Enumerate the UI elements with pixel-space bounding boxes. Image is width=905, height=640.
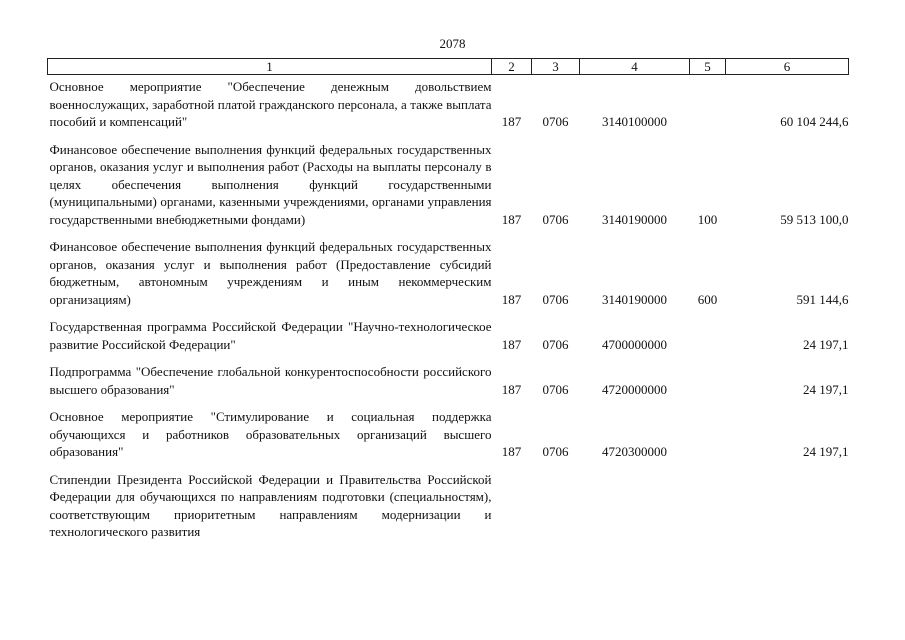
row-name: Финансовое обеспечение выполнения функций федеральных государственных органов, оказания услуг и выполнения работ (Расходы на выплаты персоналу в целях обеспечения выполнения функций государственными (муниципальными) органами, казенными учреждениями, органами управления государственными внебюджетными фондами) xyxy=(49,141,492,227)
header-col-6: 6 xyxy=(726,59,849,75)
row-amount: 59 513 100,0 xyxy=(780,211,849,227)
row-code-expense-type xyxy=(690,318,726,363)
row-code-ministry: 187 xyxy=(501,211,522,227)
row-code-ministry: 187 xyxy=(501,336,522,352)
row-code-section: 0706 xyxy=(542,381,569,397)
row-code-expense-type xyxy=(690,471,726,551)
row-code-target: 4720300000 xyxy=(602,444,667,459)
row-code-ministry: 187 xyxy=(501,114,522,129)
table-row xyxy=(48,318,849,363)
row-code-expense-type: 100 xyxy=(697,211,718,227)
header-col-4: 4 xyxy=(580,59,690,75)
budget-table xyxy=(47,58,849,551)
row-code-section: 0706 xyxy=(542,114,569,129)
row-code-section xyxy=(532,471,580,551)
header-col-3: 3 xyxy=(532,59,580,75)
table-row xyxy=(48,363,849,408)
table-row xyxy=(48,238,849,318)
row-name: Государственная программа Российской Федерации "Научно-технологическое развитие Российской Федерации" xyxy=(49,319,492,352)
table-row xyxy=(48,408,849,471)
row-code-expense-type xyxy=(690,75,726,141)
row-name: Подпрограмма "Обеспечение глобальной конкурентоспособности российского высшего образования" xyxy=(49,364,492,397)
header-col-5: 5 xyxy=(690,59,726,75)
row-amount: 60 104 244,6 xyxy=(780,114,849,129)
row-code-target: 3140100000 xyxy=(602,114,667,129)
table-header xyxy=(48,59,849,75)
header-col-1: 1 xyxy=(48,59,492,75)
table-row xyxy=(48,471,849,551)
row-name: Основное мероприятие "Обеспечение денежным довольствием военнослужащих, заработной платой гражданского персонала, а также выплата пособий и компенсаций" xyxy=(49,79,492,129)
row-code-section: 0706 xyxy=(542,336,569,352)
row-code-target: 3140190000 xyxy=(602,211,667,227)
row-code-expense-type xyxy=(690,363,726,408)
row-amount xyxy=(726,471,849,551)
row-amount: 24 197,1 xyxy=(803,381,849,397)
row-name: Стипендии Президента Российской Федерации и Правительства Российской Федерации для обучающихся по направлениям подготовки (специальностям), соответствующим приоритетным направлениям модернизации и технологического развития xyxy=(49,471,492,539)
row-code-ministry xyxy=(492,471,532,551)
row-name: Основное мероприятие "Стимулирование и социальная поддержка обучающихся и работников образовательных организаций высшего образования" xyxy=(49,409,492,459)
row-code-target: 4700000000 xyxy=(602,336,667,352)
page-number: 2078 xyxy=(439,36,466,51)
row-code-section: 0706 xyxy=(542,291,569,307)
row-code-ministry: 187 xyxy=(501,444,522,459)
row-code-target xyxy=(580,471,690,551)
header-col-2: 2 xyxy=(492,59,532,75)
row-code-section: 0706 xyxy=(542,444,569,459)
row-code-ministry: 187 xyxy=(501,381,522,397)
table-row xyxy=(48,141,849,239)
row-code-ministry: 187 xyxy=(501,291,522,307)
row-code-section: 0706 xyxy=(542,211,569,227)
row-name: Финансовое обеспечение выполнения функций федеральных государственных органов, оказания услуг и выполнения работ (Предоставление субсидий бюджетным, автономным учреждениям и иным некоммерческим организациям) xyxy=(49,239,492,307)
row-code-expense-type xyxy=(690,408,726,471)
header-row xyxy=(48,59,849,75)
row-code-target: 3140190000 xyxy=(602,291,667,307)
row-code-expense-type: 600 xyxy=(697,291,718,307)
table-body xyxy=(48,75,849,551)
row-amount: 591 144,6 xyxy=(796,291,849,307)
row-amount: 24 197,1 xyxy=(803,444,849,459)
row-amount: 24 197,1 xyxy=(803,336,849,352)
row-code-target: 4720000000 xyxy=(602,381,667,397)
table-row xyxy=(48,75,849,141)
